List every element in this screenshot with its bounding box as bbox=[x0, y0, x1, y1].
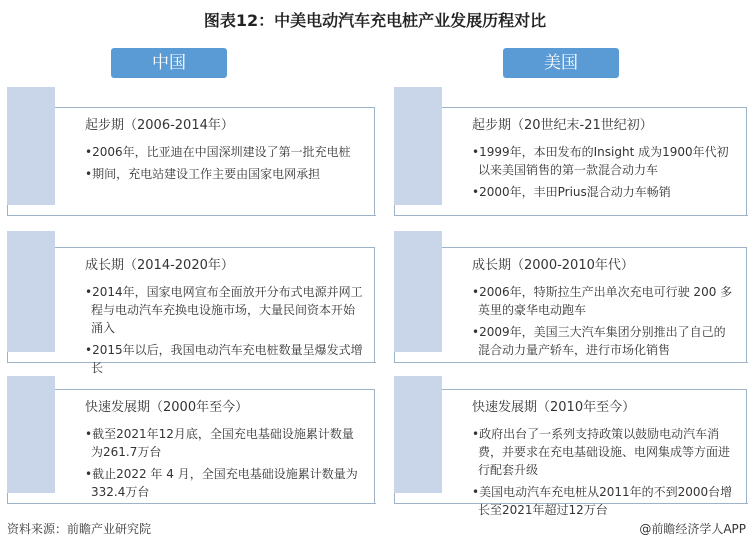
china-stage-card bbox=[7, 376, 375, 503]
usa-stage-card bbox=[394, 231, 747, 362]
stage-title: 快速发展期（2010年至今） bbox=[472, 400, 636, 415]
stage-box-base bbox=[394, 205, 748, 216]
stage-title: 快速发展期（2000年至今） bbox=[85, 400, 249, 415]
stage-marker-block bbox=[7, 376, 55, 493]
stage-title: 起步期（2006-2014年） bbox=[85, 118, 234, 133]
stage-item: •2006年，比亚迪在中国深圳建设了第一批充电桩 bbox=[85, 145, 351, 159]
usa-stage-card bbox=[394, 376, 747, 517]
stage-item: •截至2021年12月底，全国充电基础设施累计数量为261.7万台 bbox=[85, 427, 354, 459]
china-stage-card bbox=[7, 87, 375, 215]
stage-box-base bbox=[7, 205, 376, 216]
stage-item: •政府出台了一系列支持政策以鼓励电动汽车消费，并要求在充电基础设施、电网集成等方面进行配套升级 bbox=[472, 427, 731, 477]
usa-header: 美国 bbox=[503, 48, 619, 78]
stage-marker-block bbox=[7, 231, 55, 352]
china-header: 中国 bbox=[111, 48, 227, 78]
brand-credit: @前瞻经济学人APP bbox=[639, 522, 746, 536]
china-stage-card bbox=[7, 231, 375, 375]
stage-item: •美国电动汽车充电桩从2011年的不到2000台增长至2021年超过12万台 bbox=[472, 485, 733, 517]
usa-stage-card bbox=[394, 87, 747, 215]
stage-item: •2009年，美国三大汽车集团分别推出了自己的混合动力量产轿车，进行市场化销售 bbox=[472, 325, 726, 357]
stage-item: •2006年，特斯拉生产出单次充电可行驶 200 多英里的豪华电动跑车 bbox=[472, 285, 733, 317]
stage-item: •1999年，本田发布的Insight 成为1900年代初以来美国销售的第一款混合动力车 bbox=[472, 145, 729, 177]
stage-item: •2014年，国家电网宣布全面放开分布式电源并网工程与电动汽车充换电设施市场，大量民间资本开始涌入 bbox=[85, 285, 363, 335]
chart-title: 图表12：中美电动汽车充电桩产业发展历程对比 bbox=[203, 11, 547, 30]
stage-item: •期间，充电站建设工作主要由国家电网承担 bbox=[85, 167, 321, 181]
source-note: 资料来源：前瞻产业研究院 bbox=[7, 522, 152, 536]
stage-item: •截止2022 年 4 月，全国充电基础设施累计数量为332.4万台 bbox=[85, 467, 358, 499]
stage-item: •2015年以后，我国电动汽车充电桩数量呈爆发式增长 bbox=[85, 343, 363, 375]
stage-item: •2000年，丰田Prius混合动力车畅销 bbox=[472, 185, 671, 199]
stage-title: 起步期（20世纪末-21世纪初） bbox=[472, 118, 653, 133]
stage-marker-block bbox=[394, 87, 442, 205]
stage-title: 成长期（2014-2020年） bbox=[85, 258, 234, 273]
stage-marker-block bbox=[394, 231, 442, 352]
stage-marker-block bbox=[394, 376, 442, 493]
stage-title: 成长期（2000-2010年代） bbox=[472, 258, 634, 273]
stage-marker-block bbox=[7, 87, 55, 205]
